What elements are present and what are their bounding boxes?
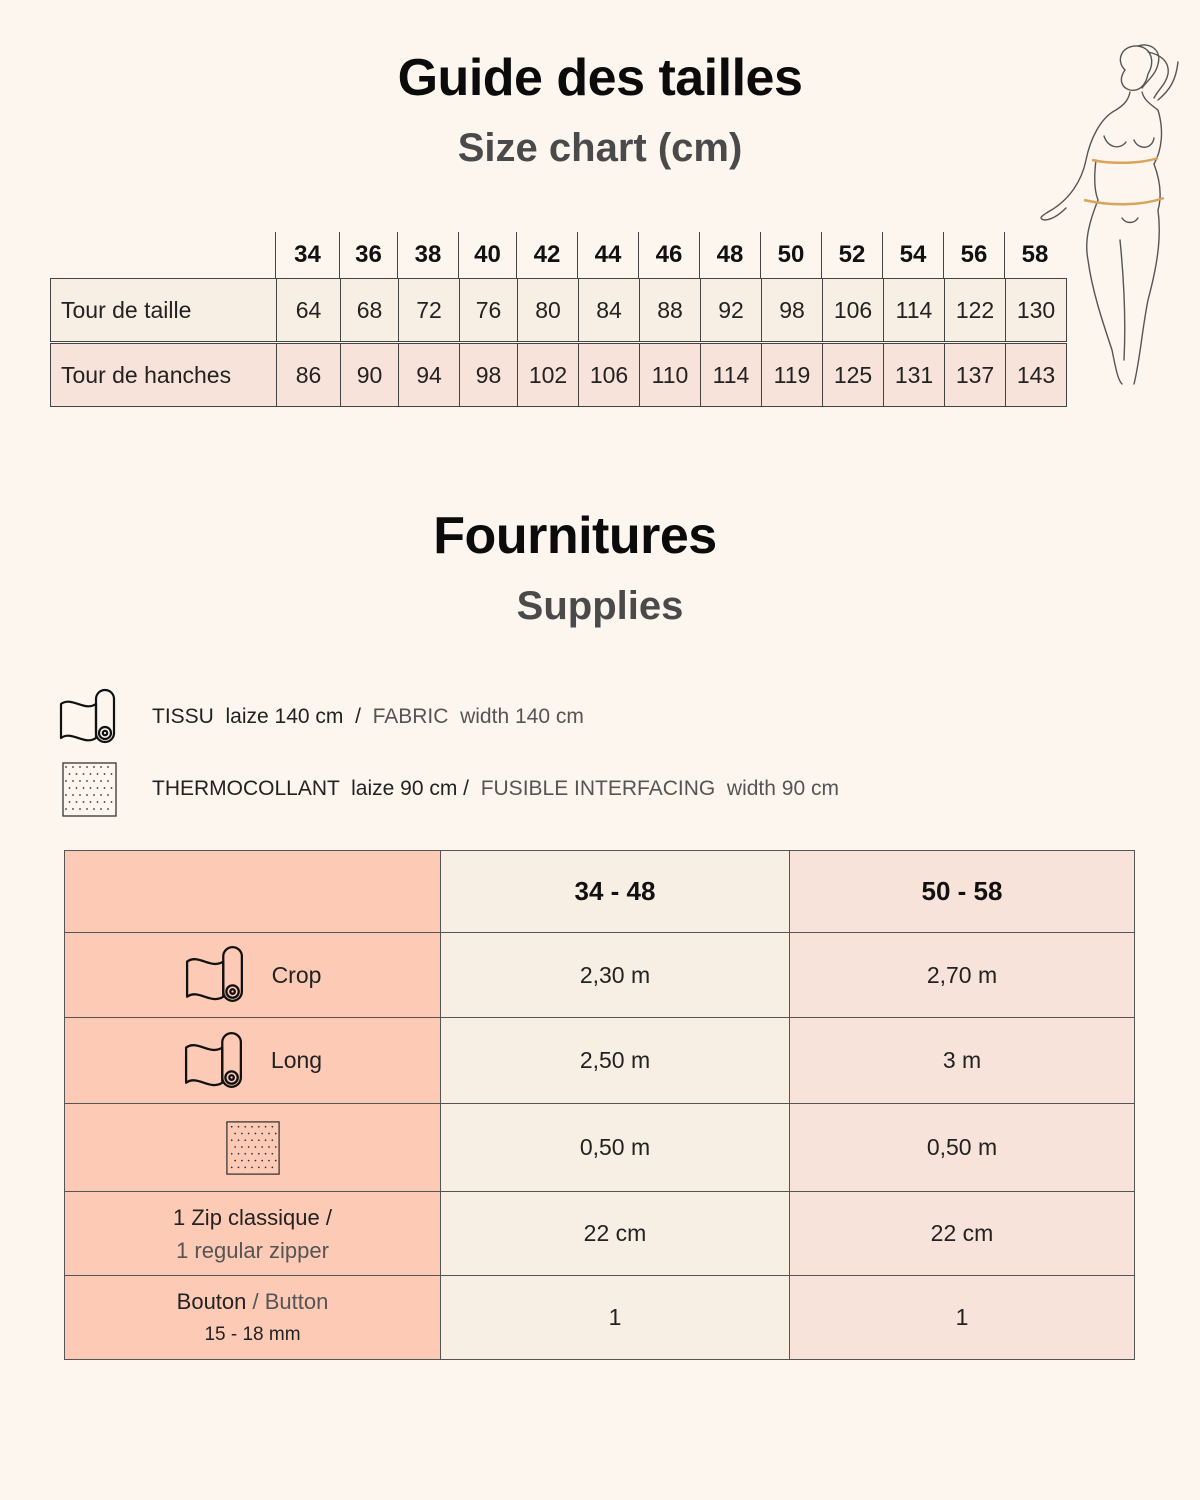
waist-value-cell: 130 bbox=[1005, 279, 1066, 341]
button-row bbox=[65, 1275, 1134, 1359]
size-header-cell: 52 bbox=[821, 232, 882, 278]
hips-value-cell: 137 bbox=[944, 344, 1005, 406]
crop-value-34-48: 2,30 m bbox=[441, 933, 790, 1017]
long-label-cell bbox=[65, 1018, 441, 1103]
long-value-34-48: 2,50 m bbox=[441, 1018, 790, 1103]
hips-value-cell: 114 bbox=[700, 344, 761, 406]
size-header-cell: 44 bbox=[577, 232, 638, 278]
zipper-label-en: 1 regular zipper bbox=[176, 1237, 329, 1263]
size-header-cell: 48 bbox=[699, 232, 760, 278]
fabric-roll-icon bbox=[183, 1031, 245, 1091]
size-guide-title: Guide des tailles bbox=[397, 49, 803, 107]
interfacing-label-cell bbox=[65, 1104, 441, 1191]
hips-value-cell: 110 bbox=[639, 344, 700, 406]
size-header-cell: 40 bbox=[458, 232, 516, 278]
zipper-row bbox=[65, 1191, 1134, 1275]
interfacing-value-50-58: 0,50 m bbox=[790, 1104, 1134, 1191]
interfacing-en-text: FUSIBLE INTERFACING width 90 cm bbox=[474, 777, 839, 800]
interfacing-row bbox=[65, 1103, 1134, 1191]
header-empty-cell bbox=[65, 851, 441, 932]
hips-row bbox=[50, 343, 1067, 407]
hips-label: Tour de hanches bbox=[61, 361, 232, 388]
size-header-cell: 36 bbox=[339, 232, 397, 278]
waist-value-cell: 84 bbox=[578, 279, 639, 341]
button-label-en: / Button bbox=[246, 1288, 329, 1314]
size-header-cell: 56 bbox=[943, 232, 1004, 278]
waist-label: Tour de taille bbox=[61, 296, 192, 323]
hips-value-cell: 131 bbox=[883, 344, 944, 406]
hips-value-cell: 102 bbox=[517, 344, 578, 406]
waist-value-cell: 114 bbox=[883, 279, 944, 341]
size-header-row bbox=[50, 232, 1065, 278]
waist-row bbox=[50, 278, 1067, 342]
long-label: Long bbox=[270, 1047, 323, 1073]
waist-value-cell: 98 bbox=[761, 279, 822, 341]
waist-value-cell: 92 bbox=[700, 279, 761, 341]
long-fabric-row bbox=[65, 1017, 1134, 1103]
fabric-roll-icon bbox=[184, 945, 246, 1005]
fabric-line bbox=[58, 688, 584, 746]
size-chart-subtitle: Size chart (cm) bbox=[457, 126, 743, 170]
button-value-34-48: 1 bbox=[441, 1276, 790, 1359]
dotted-interfacing-icon bbox=[224, 1119, 282, 1177]
button-label-cell bbox=[65, 1276, 441, 1359]
waist-value-cell: 76 bbox=[459, 279, 517, 341]
fabric-fr-text: TISSU laize 140 cm / bbox=[152, 705, 367, 728]
hips-value-cell: 119 bbox=[761, 344, 822, 406]
header-size-34-48: 34 - 48 bbox=[441, 851, 790, 932]
interfacing-value-34-48: 0,50 m bbox=[441, 1104, 790, 1191]
crop-fabric-row bbox=[65, 932, 1134, 1017]
hips-value-cell: 106 bbox=[578, 344, 639, 406]
hips-value-cell: 90 bbox=[340, 344, 398, 406]
waist-value-cell: 72 bbox=[398, 279, 459, 341]
woman-figure-illustration bbox=[1030, 40, 1190, 390]
hips-value-cell: 125 bbox=[822, 344, 883, 406]
zipper-value-50-58: 22 cm bbox=[790, 1192, 1134, 1275]
zipper-label-fr: 1 Zip classique / bbox=[173, 1204, 332, 1230]
long-value-50-58: 3 m bbox=[790, 1018, 1134, 1103]
size-header-cell: 38 bbox=[397, 232, 458, 278]
size-header-cell: 54 bbox=[882, 232, 943, 278]
dotted-interfacing-icon bbox=[58, 760, 118, 818]
waist-value-cell: 88 bbox=[639, 279, 700, 341]
size-header-empty bbox=[50, 232, 275, 278]
supplies-subtitle: Supplies bbox=[516, 584, 684, 628]
waist-value-cell: 80 bbox=[517, 279, 578, 341]
size-header-cell: 50 bbox=[760, 232, 821, 278]
crop-label: Crop bbox=[271, 961, 322, 988]
zipper-value-34-48: 22 cm bbox=[441, 1192, 790, 1275]
fabric-roll-icon bbox=[58, 688, 118, 746]
supplies-title: Fournitures bbox=[433, 507, 717, 565]
size-header-cell: 42 bbox=[516, 232, 577, 278]
waist-value-cell: 64 bbox=[276, 279, 340, 341]
waist-value-cell: 106 bbox=[822, 279, 883, 341]
button-value-50-58: 1 bbox=[790, 1276, 1134, 1359]
waist-value-cell: 122 bbox=[944, 279, 1005, 341]
interfacing-fr-text: THERMOCOLLANT laize 90 cm / bbox=[152, 777, 475, 800]
supplies-header-row bbox=[65, 851, 1134, 932]
hips-value-cell: 86 bbox=[276, 344, 340, 406]
hips-value-cell: 94 bbox=[398, 344, 459, 406]
crop-value-50-58: 2,70 m bbox=[790, 933, 1134, 1017]
button-label-fr: Bouton bbox=[176, 1288, 247, 1314]
fabric-en-text: FABRIC width 140 cm bbox=[366, 705, 584, 728]
waist-value-cell: 68 bbox=[340, 279, 398, 341]
header-size-50-58: 50 - 58 bbox=[790, 851, 1134, 932]
crop-label-cell bbox=[65, 933, 441, 1017]
hips-value-cell: 143 bbox=[1005, 344, 1066, 406]
size-header-cell: 46 bbox=[638, 232, 699, 278]
size-header-cell: 58 bbox=[1004, 232, 1065, 278]
button-size-note: 15 - 18 mm bbox=[204, 1323, 301, 1345]
hips-value-cell: 98 bbox=[459, 344, 517, 406]
interfacing-line bbox=[58, 760, 839, 818]
size-header-cell: 34 bbox=[275, 232, 339, 278]
supplies-table bbox=[64, 850, 1135, 1360]
zipper-label-cell bbox=[65, 1192, 441, 1275]
